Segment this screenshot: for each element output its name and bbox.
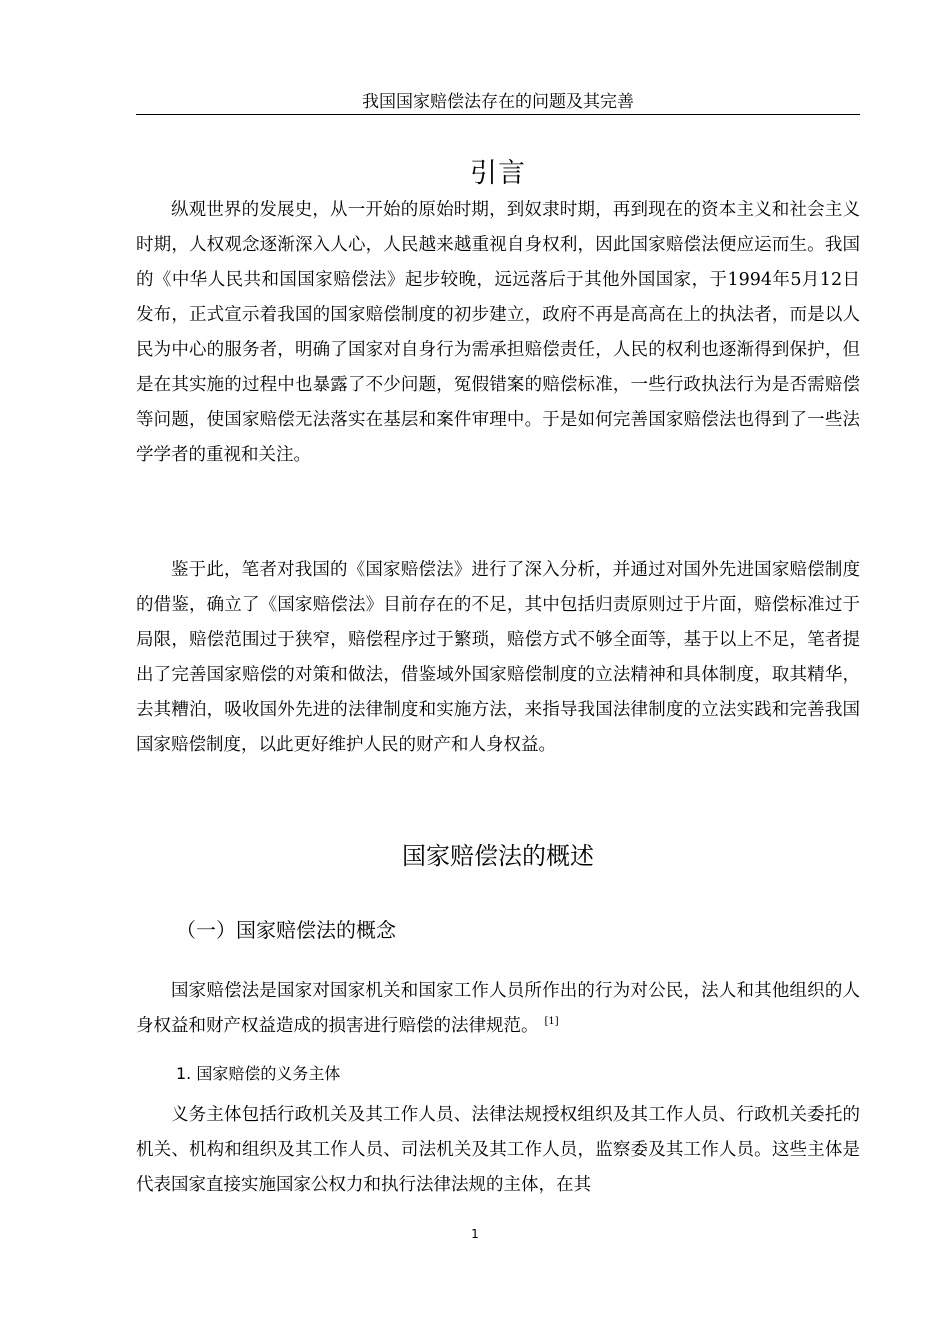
running-header: 我国国家赔偿法存在的问题及其完善 (136, 84, 860, 115)
subsection-heading: 1. 国家赔偿的义务主体 (176, 1064, 341, 1083)
page-number: 1 (471, 1227, 479, 1241)
footnote-reference[interactable]: [1] (544, 1016, 559, 1028)
intro-paragraph-1: 纵观世界的发展史，从一开始的原始时期，到奴隶时期，再到现在的资本主义和社会主义时期，人权观念逐渐深入人心，人民越来越重视自身权利，因此国家赔偿法便应运而生。我国的《中华人民共和国国家赔偿法》起步较晚，远远落后于其他外国国家，于1994年5月12日发布，正式宣示着我国的国家赔偿制度的初步建立，政府不再是高高在上的执法者，而是以人民为中心的服务者，明确了国家对自身行为需承担赔偿责任，人民的权利也逐渐得到保护，但是在其实施的过程中也暴露了不少问题，冤假错案的赔偿标准，一些行政执法行为是否需赔偿等问题，使国家赔偿无法落实在基层和案件审理中。于是如何完善国家赔偿法也得到了一些法学学者的重视和关注。 (136, 200, 860, 465)
intro-heading: 引言 (470, 158, 526, 189)
section-paragraph-text: 国家赔偿法是国家对国家机关和国家工作人员所作出的行为对公民，法人和其他组织的人身权益和财产权益造成的损害进行赔偿的法律规范。 (136, 981, 860, 1036)
intro-paragraph-2: 鉴于此，笔者对我国的《国家赔偿法》进行了深入分析，并通过对国外先进国家赔偿制度的借鉴，确立了《国家赔偿法》目前存在的不足，其中包括归责原则过于片面，赔偿标准过于局限，赔偿范围过于狭窄，赔偿程序过于繁琐，赔偿方式不够全面等，基于以上不足，笔者提出了完善国家赔偿的对策和做法，借鉴域外国家赔偿制度的立法精神和具体制度，取其精华，去其糟泊，吸收国外先进的法律制度和实施方法，来指导我国法律制度的立法实践和完善我国国家赔偿制度，以此更好维护人民的财产和人身权益。 (136, 560, 860, 755)
subsection-paragraph: 义务主体包括行政机关及其工作人员、法律法规授权组织及其工作人员、行政机关委托的机关、机构和组织及其工作人员、司法机关及其工作人员，监察委及其工作人员。这些主体是代表国家直接实施国家公权力和执行法律法规的主体，在其 (136, 1105, 860, 1195)
section-paragraph (136, 974, 860, 1044)
chapter-heading: 国家赔偿法的概述 (402, 842, 594, 870)
section-heading: （一）国家赔偿法的概念 (176, 918, 396, 942)
